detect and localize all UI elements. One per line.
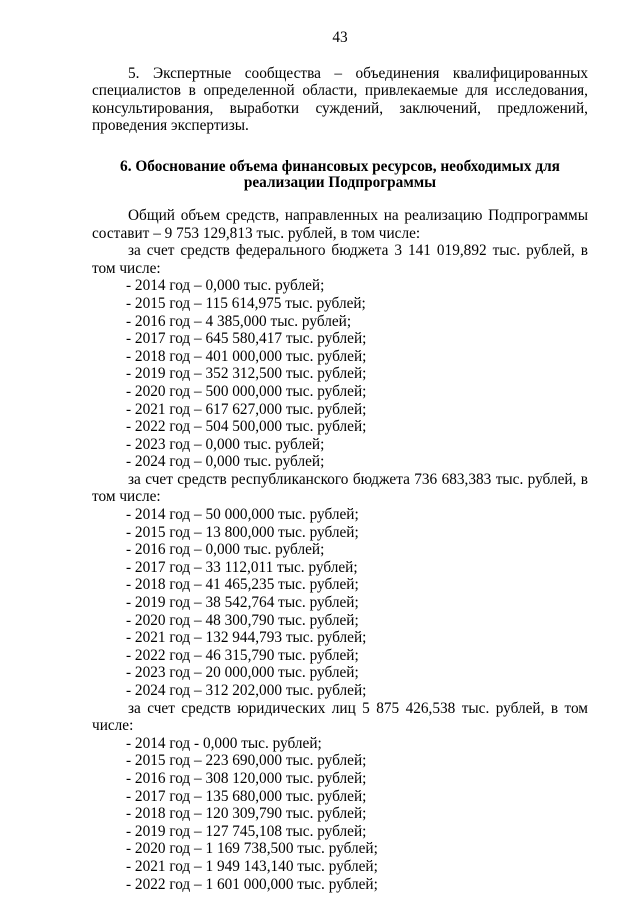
legal-entities-intro: за счет средств юридических лиц 5 875 426,538 тыс. рублей, в том числе: bbox=[92, 699, 588, 735]
page-number: 43 bbox=[332, 29, 348, 46]
list-item: - 2016 год – 4 385,000 тыс. рублей; bbox=[126, 312, 352, 330]
total-funding-paragraph: Общий объем средств, направленных на реализацию Подпрограммы составит – 9 753 129,813 тыс. рублей, в том числе: bbox=[92, 206, 588, 242]
list-item: - 2014 год – 0,000 тыс. рублей; bbox=[126, 277, 325, 295]
list-item: - 2024 год – 0,000 тыс. рублей; bbox=[126, 453, 325, 471]
list-item: - 2022 год – 46 315,790 тыс. рублей; bbox=[126, 646, 359, 664]
legal-entities-years bbox=[92, 735, 588, 893]
list-item: - 2020 год – 48 300,790 тыс. рублей; bbox=[126, 611, 359, 629]
list-item: - 2017 год – 645 580,417 тыс. рублей; bbox=[126, 330, 367, 348]
list-item: - 2016 год – 308 120,000 тыс. рублей; bbox=[126, 769, 367, 787]
republic-budget-intro: за счет средств республиканского бюджета 736 683,383 тыс. рублей, в том числе: bbox=[92, 470, 588, 506]
list-item: - 2015 год – 13 800,000 тыс. рублей; bbox=[126, 523, 359, 541]
section-heading: 6. Обоснование объема финансовых ресурсов, необходимых для реализации Подпрограммы bbox=[120, 157, 560, 191]
list-item: - 2016 год – 0,000 тыс. рублей; bbox=[126, 541, 325, 559]
list-item: - 2018 год – 41 465,235 тыс. рублей; bbox=[126, 576, 359, 594]
list-item: - 2019 год – 352 312,500 тыс. рублей; bbox=[126, 365, 367, 383]
list-item: - 2018 год – 401 000,000 тыс. рублей; bbox=[126, 347, 367, 365]
list-item: - 2022 год – 1 601 000,000 тыс. рублей; bbox=[126, 875, 378, 893]
list-item: - 2021 год – 132 944,793 тыс. рублей; bbox=[126, 629, 367, 647]
list-item: - 2014 год – 50 000,000 тыс. рублей; bbox=[126, 506, 359, 524]
federal-budget-intro: за счет средств федерального бюджета 3 141 019,892 тыс. рублей, в том числе: bbox=[92, 242, 588, 277]
list-item: - 2021 год – 617 627,000 тыс. рублей; bbox=[126, 400, 367, 418]
list-item: - 2014 год - 0,000 тыс. рублей; bbox=[126, 734, 322, 752]
list-item: - 2021 год – 1 949 143,140 тыс. рублей; bbox=[126, 857, 378, 875]
republic-budget-years bbox=[92, 506, 588, 700]
list-item: - 2022 год – 504 500,000 тыс. рублей; bbox=[126, 418, 367, 436]
list-item: - 2023 год – 0,000 тыс. рублей; bbox=[126, 435, 325, 453]
list-item: - 2018 год – 120 309,790 тыс. рублей; bbox=[126, 805, 367, 823]
definition-item-5: 5. Экспертные сообщества – объединения квалифицированных специалистов в определенной области, привлекаемые для исследования, консультирования, выработки суждений, заключений, предложений, проведения экспертизы. bbox=[92, 64, 588, 135]
list-item: - 2015 год – 223 690,000 тыс. рублей; bbox=[126, 752, 367, 770]
list-item: - 2024 год – 312 202,000 тыс. рублей; bbox=[126, 682, 367, 699]
list-item: - 2020 год – 1 169 738,500 тыс. рублей; bbox=[126, 840, 378, 858]
list-item: - 2020 год – 500 000,000 тыс. рублей; bbox=[126, 382, 367, 400]
list-item: - 2019 год – 127 745,108 тыс. рублей; bbox=[126, 822, 367, 840]
list-item: - 2015 год – 115 614,975 тыс. рублей; bbox=[126, 294, 366, 312]
list-item: - 2017 год – 33 112,011 тыс. рублей; bbox=[126, 558, 358, 576]
list-item: - 2017 год – 135 680,000 тыс. рублей; bbox=[126, 787, 367, 805]
federal-budget-years bbox=[92, 277, 588, 471]
list-item: - 2019 год – 38 542,764 тыс. рублей; bbox=[126, 594, 359, 612]
list-item: - 2023 год – 20 000,000 тыс. рублей; bbox=[126, 664, 359, 682]
